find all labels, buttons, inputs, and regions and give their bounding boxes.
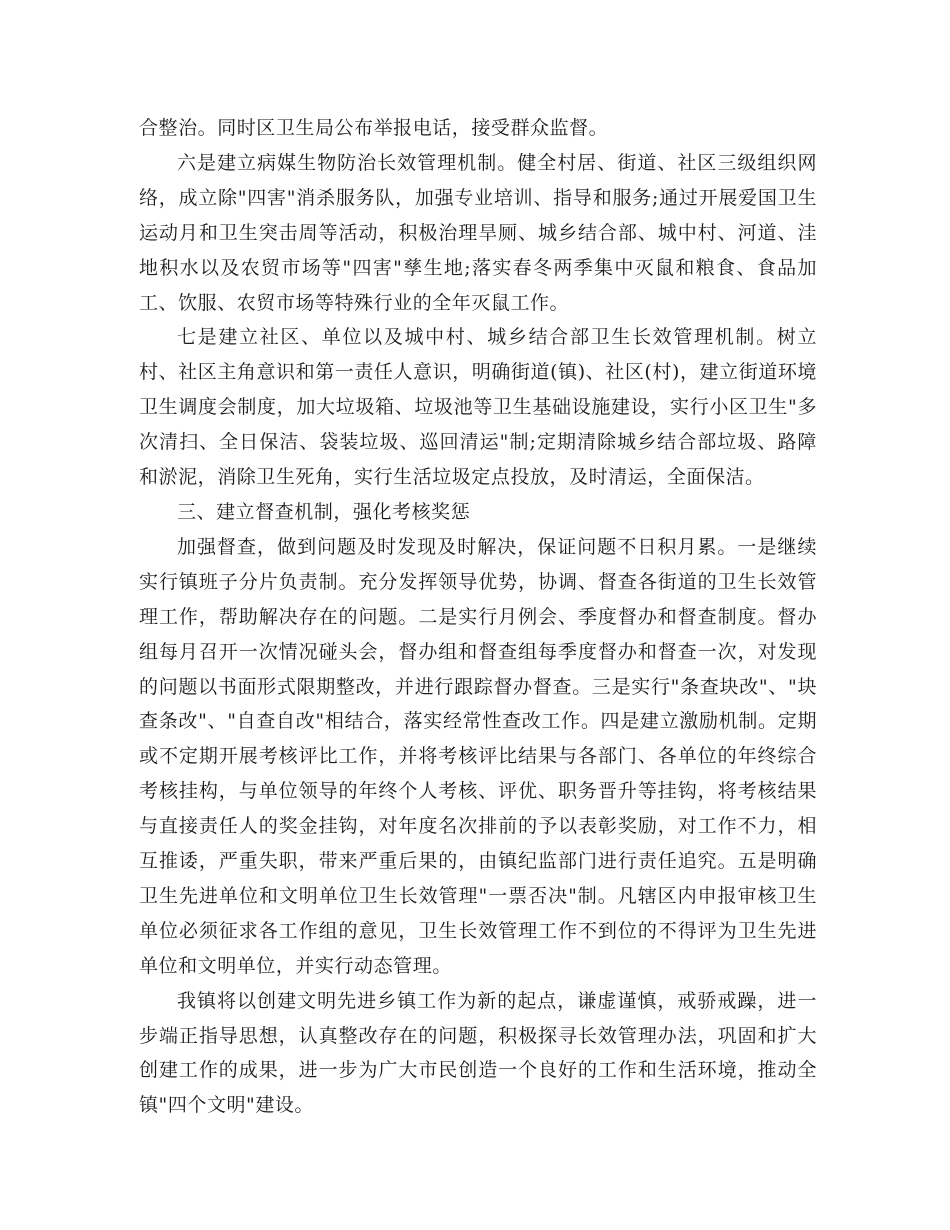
- paragraph-continuation: 合整治。同时区卫生局公布举报电话，接受群众监督。: [139, 117, 609, 139]
- paragraph-vector-control: 六是建立病媒生物防治长效管理机制。健全村居、街道、社区三级组织网络，成立除"四害"消杀服务队，加强专业培训、指导和服务;通过开展爱国卫生运动月和卫生突击周等活动，积极治理旱厕、城乡结合部、城中村、河道、洼地积水以及农贸市场等"四害"孳生地;落实春冬两季集中灭鼠和粮食、食品加工、饮服、农贸市场等特殊行业的全年灭鼠工作。: [139, 151, 817, 314]
- paragraph-supervision: 加强督查，做到问题及时发现及时解决，保证问题不日积月累。一是继续实行镇班子分片负责制。充分发挥领导优势，协调、督查各街道的卫生长效管理工作，帮助解决存在的问题。二是实行月例会、季度督办和督查制度。督办组每月召开一次情况碰头会，督办组和督查组每季度督办和督查一次，对发现的问题以书面形式限期整改，并进行跟踪督办督查。三是实行"条查块改"、"块查条改"、"自查自改"相结合，落实经常性查改工作。四是建立激励机制。定期或不定期开展考核评比工作，并将考核评比结果与各部门、各单位的年终综合考核挂构，与单位领导的年终个人考核、评优、职务晋升等挂钩，将考核结果与直接责任人的奖金挂钩，对年度名次排前的予以表彰奖励，对工作不力，相互推诿，严重失职，带来严重后果的，由镇纪监部门进行责任追究。五是明确卫生先进单位和文明单位卫生长效管理"一票否决"制。凡辖区内申报审核卫生单位必须征求各工作组的意见，卫生长效管理工作不到位的不得评为卫生先进单位和文明单位，并实行动态管理。: [139, 535, 817, 977]
- document-page: [139, 111, 817, 1123]
- paragraph-conclusion: 我镇将以创建文明先进乡镇工作为新的起点，谦虚谨慎，戒骄戒躁，进一步端正指导思想，认真整改存在的问题，积极探寻长效管理办法，巩固和扩大创建工作的成果，进一步为广大市民创造一个良好的工作和生活环境，推动全镇"四个文明"建设。: [139, 989, 817, 1117]
- paragraph-community-management: 七是建立社区、单位以及城中村、城乡结合部卫生长效管理机制。树立村、社区主角意识和第一责任人意识，明确街道(镇)、社区(村)，建立街道环境卫生调度会制度，加大垃圾箱、垃圾池等卫生基础设施建设，实行小区卫生"多次清扫、全日保洁、袋装垃圾、巡回清运"制;定期清除城乡结合部垃圾、路障和淤泥，消除卫生死角，实行生活垃圾定点投放，及时清运，全面保洁。: [139, 326, 817, 489]
- section-heading-supervision: 三、建立督查机制，强化考核奖惩: [177, 500, 471, 523]
